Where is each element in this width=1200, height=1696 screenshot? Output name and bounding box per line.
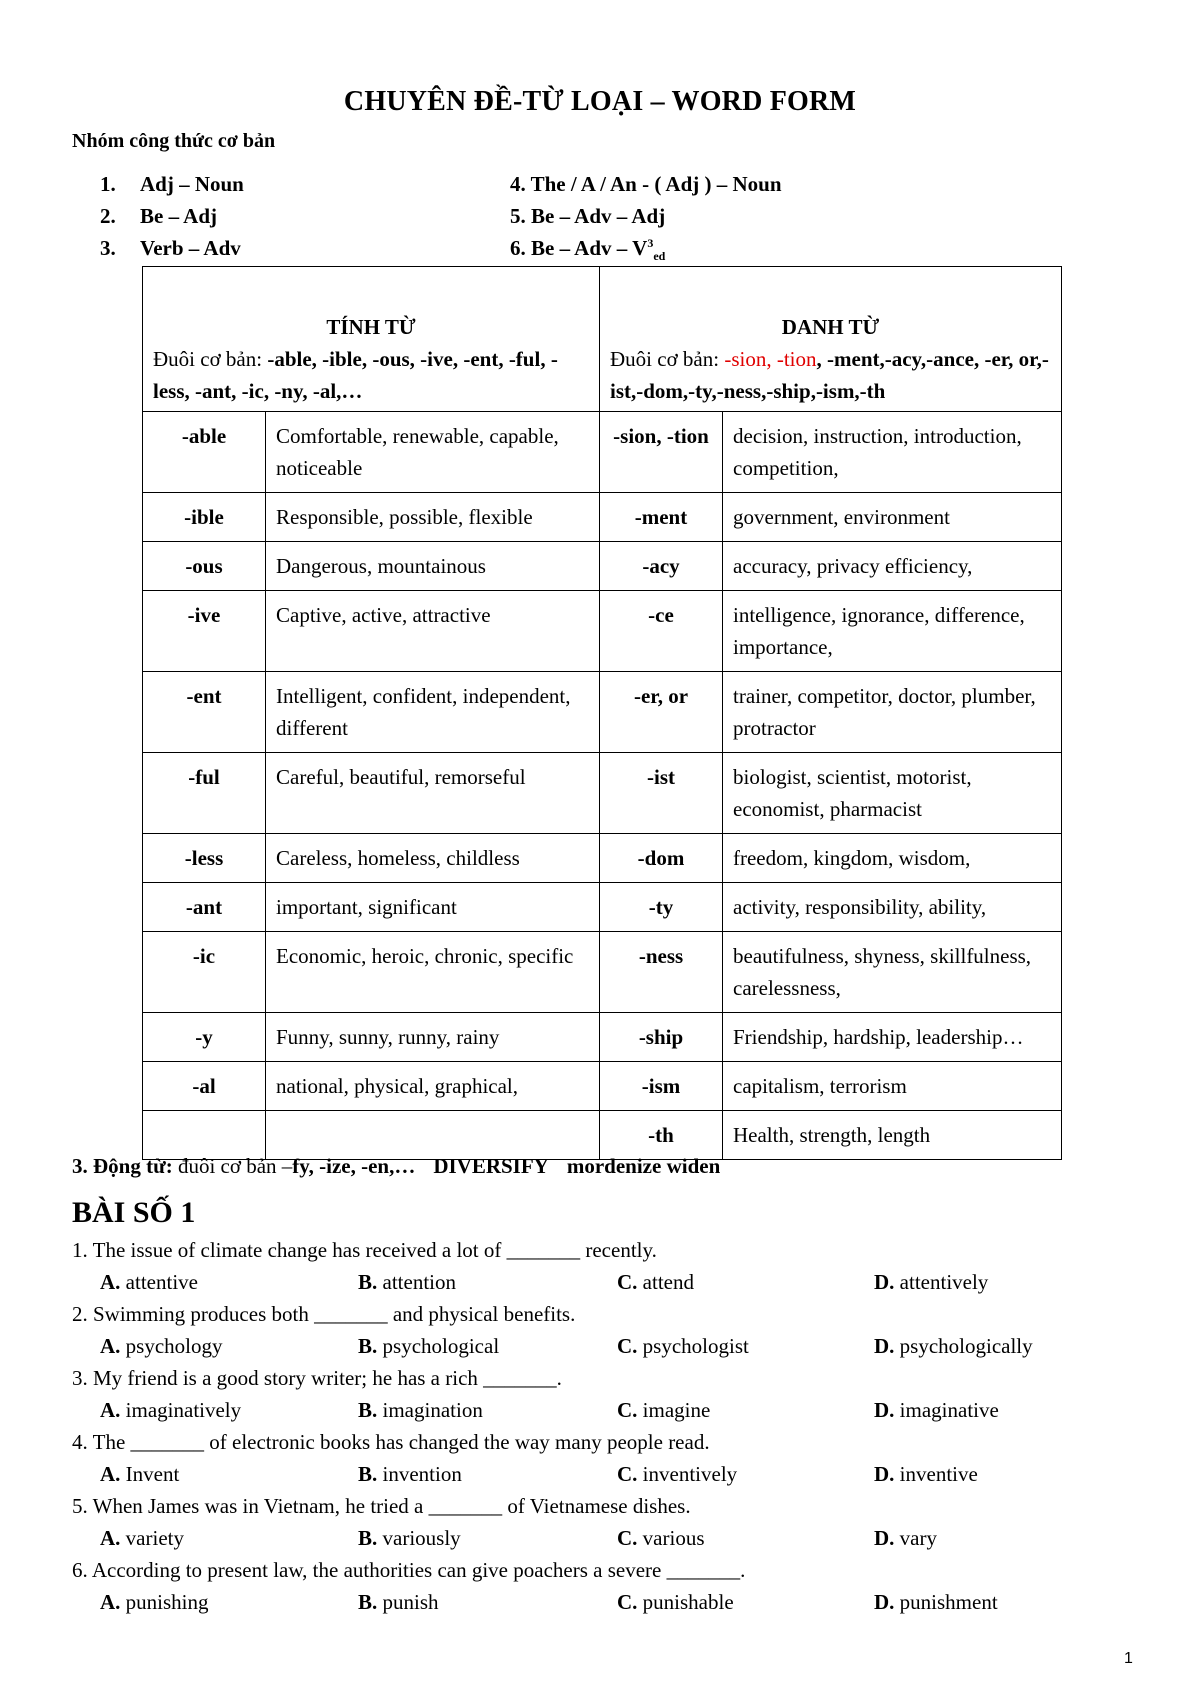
noun-suffix-cell: -er, or	[600, 672, 723, 753]
option-text: imagination	[382, 1398, 483, 1422]
adjective-examples-cell: Responsible, possible, flexible	[266, 493, 600, 542]
answer-option[interactable]	[617, 1398, 710, 1423]
adjective-suffix-cell	[143, 1111, 266, 1160]
option-text: attentively	[899, 1270, 989, 1294]
verb-suffixes: fy, -ize, -en,…	[292, 1154, 416, 1178]
option-letter: D.	[874, 1334, 895, 1358]
option-text: attend	[642, 1270, 694, 1294]
noun-suffix-cell: -ness	[600, 932, 723, 1013]
table-row	[143, 1013, 1062, 1062]
noun-suffix-cell: -ist	[600, 753, 723, 834]
option-letter: B.	[358, 1270, 378, 1294]
answer-option[interactable]	[874, 1398, 999, 1423]
noun-suffix-cell: -th	[600, 1111, 723, 1160]
verb-suffix-line	[72, 1154, 720, 1179]
noun-suffix-cell: -acy	[600, 542, 723, 591]
option-text: psychologically	[899, 1334, 1033, 1358]
formula-text: The / A / An - ( Adj ) – Noun	[530, 172, 782, 196]
table-header-row	[143, 267, 1062, 412]
noun-desc-suffixes: , -ment,-acy,-ance, -er, or,-ist,-dom,-ty,-ness,-ship,-ism,-th	[610, 347, 1049, 403]
formula-item	[100, 172, 244, 197]
answer-option[interactable]	[100, 1270, 198, 1295]
question-text: 5. When James was in Vietnam, he tried a _______ of Vietnamese dishes.	[72, 1494, 691, 1518]
option-letter: D.	[874, 1590, 895, 1614]
adjective-suffix-cell: -ant	[143, 883, 266, 932]
noun-suffix-cell: -ism	[600, 1062, 723, 1111]
table-row	[143, 932, 1062, 1013]
adjective-suffix-cell: -able	[143, 412, 266, 493]
option-text: imaginative	[899, 1398, 999, 1422]
formula-superscript: 3	[647, 236, 654, 250]
table-row	[143, 1062, 1062, 1111]
formula-number: 3.	[100, 236, 116, 260]
adjective-examples-cell: Funny, sunny, runny, rainy	[266, 1013, 600, 1062]
option-text: punishment	[899, 1590, 998, 1614]
table-row	[143, 834, 1062, 883]
formula-subscript: ed	[653, 249, 666, 264]
option-letter: D.	[874, 1462, 895, 1486]
word-form-table	[142, 266, 1062, 1160]
table-row	[143, 883, 1062, 932]
table-row	[143, 672, 1062, 753]
formula-number: 2.	[100, 204, 116, 228]
option-text: Invent	[125, 1462, 180, 1486]
formula-number: 1.	[100, 172, 116, 196]
option-text: inventive	[899, 1462, 978, 1486]
formula-text: Be – Adv – Adj	[531, 204, 666, 228]
formula-item	[510, 204, 665, 229]
adjective-header-desc	[153, 343, 589, 407]
adjective-examples-cell: Careful, beautiful, remorseful	[266, 753, 600, 834]
answer-option[interactable]	[617, 1526, 705, 1551]
option-letter: B.	[358, 1334, 378, 1358]
option-text: punish	[382, 1590, 439, 1614]
answer-option[interactable]	[358, 1334, 499, 1359]
noun-examples-cell: trainer, competitor, doctor, plumber, protractor	[723, 672, 1062, 753]
option-letter: C.	[617, 1462, 638, 1486]
option-text: various	[642, 1526, 705, 1550]
option-letter: B.	[358, 1590, 378, 1614]
option-text: imagine	[642, 1398, 711, 1422]
adjective-examples-cell: Comfortable, renewable, capable, noticeable	[266, 412, 600, 493]
option-text: attention	[382, 1270, 456, 1294]
verb-example-2: mordenize widen	[566, 1154, 721, 1178]
noun-examples-cell: intelligence, ignorance, difference, importance,	[723, 591, 1062, 672]
verb-label: 3. Động từ:	[72, 1154, 173, 1178]
noun-examples-cell: government, environment	[723, 493, 1062, 542]
answer-option[interactable]	[617, 1270, 694, 1295]
answer-option[interactable]	[617, 1462, 737, 1487]
noun-suffix-cell: -dom	[600, 834, 723, 883]
option-text: psychological	[382, 1334, 500, 1358]
formula-number: 6.	[510, 236, 526, 260]
adjective-suffix-cell: -ent	[143, 672, 266, 753]
noun-desc-highlight: -sion, -tion	[724, 347, 817, 371]
answer-option[interactable]	[874, 1526, 937, 1551]
formula-item	[510, 172, 782, 197]
answer-option[interactable]	[100, 1398, 241, 1423]
option-text: psychologist	[642, 1334, 749, 1358]
table-body	[143, 412, 1062, 1160]
verb-example-1: DIVERSIFY	[433, 1154, 549, 1178]
answer-option[interactable]	[874, 1462, 978, 1487]
noun-header-desc	[610, 343, 1051, 407]
adjective-examples-cell: important, significant	[266, 883, 600, 932]
adjective-suffix-cell: -ive	[143, 591, 266, 672]
question-text: 2. Swimming produces both _______ and physical benefits.	[72, 1302, 576, 1326]
table-row	[143, 1111, 1062, 1160]
adjective-examples-cell: Intelligent, confident, independent, different	[266, 672, 600, 753]
noun-examples-cell: beautifulness, shyness, skillfulness, carelessness,	[723, 932, 1062, 1013]
option-letter: A.	[100, 1462, 121, 1486]
answer-option[interactable]	[874, 1590, 998, 1615]
noun-suffix-cell: -sion, -tion	[600, 412, 723, 493]
formula-number: 4.	[510, 172, 526, 196]
adjective-examples-cell: Economic, heroic, chronic, specific	[266, 932, 600, 1013]
answer-option[interactable]	[358, 1398, 483, 1423]
adjective-examples-cell: Captive, active, attractive	[266, 591, 600, 672]
option-text: imaginatively	[125, 1398, 242, 1422]
answer-option[interactable]	[617, 1334, 749, 1359]
option-letter: A.	[100, 1270, 121, 1294]
adjective-suffix-cell: -al	[143, 1062, 266, 1111]
option-letter: C.	[617, 1398, 638, 1422]
answer-option[interactable]	[100, 1590, 209, 1615]
noun-examples-cell: activity, responsibility, ability,	[723, 883, 1062, 932]
exercise-title: BÀI SỐ 1	[72, 1196, 196, 1229]
option-letter: A.	[100, 1334, 121, 1358]
option-letter: B.	[358, 1462, 378, 1486]
verb-desc: đuôi cơ bản –	[172, 1154, 293, 1178]
noun-examples-cell: Health, strength, length	[723, 1111, 1062, 1160]
table-row	[143, 412, 1062, 493]
option-text: attentive	[125, 1270, 198, 1294]
section-subtitle: Nhóm công thức cơ bản	[72, 130, 276, 152]
option-letter: D.	[874, 1270, 895, 1294]
formula-text: Be – Adv – V	[531, 236, 648, 260]
adjective-desc-prefix: Đuôi cơ bản:	[153, 347, 268, 371]
option-text: variety	[125, 1526, 184, 1550]
formula-text: Verb – Adv	[140, 236, 241, 260]
option-letter: D.	[874, 1526, 895, 1550]
option-text: punishable	[642, 1590, 734, 1614]
question-text: 3. My friend is a good story writer; he has a rich _______.	[72, 1366, 562, 1390]
formula-number: 5.	[510, 204, 526, 228]
answer-option[interactable]	[358, 1462, 462, 1487]
answer-option[interactable]	[617, 1590, 734, 1615]
option-text: punishing	[125, 1590, 209, 1614]
noun-examples-cell: biologist, scientist, motorist, economist, pharmacist	[723, 753, 1062, 834]
adjective-examples-cell: Careless, homeless, childless	[266, 834, 600, 883]
option-letter: C.	[617, 1334, 638, 1358]
option-letter: D.	[874, 1398, 895, 1422]
option-letter: A.	[100, 1590, 121, 1614]
noun-header-cell	[600, 267, 1062, 412]
noun-examples-cell: Friendship, hardship, leadership…	[723, 1013, 1062, 1062]
noun-suffix-cell: -ty	[600, 883, 723, 932]
adjective-header-title: TÍNH TỪ	[326, 315, 416, 339]
adjective-suffix-cell: -ible	[143, 493, 266, 542]
option-letter: A.	[100, 1398, 121, 1422]
option-letter: C.	[617, 1270, 638, 1294]
page-title: CHUYÊN ĐỀ-TỪ LOẠI – WORD FORM	[343, 86, 857, 117]
noun-examples-cell: freedom, kingdom, wisdom,	[723, 834, 1062, 883]
table-row	[143, 493, 1062, 542]
answer-option[interactable]	[874, 1270, 988, 1295]
option-letter: A.	[100, 1526, 121, 1550]
page-number: 1	[1124, 1650, 1133, 1667]
answer-option[interactable]	[874, 1334, 1033, 1359]
formula-item	[100, 204, 217, 229]
formula-item	[510, 236, 665, 264]
adjective-header-cell	[143, 267, 600, 412]
option-letter: B.	[358, 1526, 378, 1550]
answer-option[interactable]	[358, 1526, 461, 1551]
noun-suffix-cell: -ment	[600, 493, 723, 542]
adjective-suffix-cell: -ic	[143, 932, 266, 1013]
noun-desc-prefix: Đuôi cơ bản:	[610, 347, 725, 371]
formula-item	[100, 236, 241, 261]
question-text: 1. The issue of climate change has received a lot of _______ recently.	[72, 1238, 657, 1262]
answer-option[interactable]	[358, 1590, 439, 1615]
table-row	[143, 591, 1062, 672]
noun-examples-cell: decision, instruction, introduction, competition,	[723, 412, 1062, 493]
adjective-desc-suffixes: -able, -ible, -ous, -ive, -ent, -ful, -less, -ant, -ic, -ny, -al,…	[153, 347, 558, 403]
table-row	[143, 542, 1062, 591]
adjective-examples-cell	[266, 1111, 600, 1160]
answer-option[interactable]	[100, 1526, 184, 1551]
noun-examples-cell: accuracy, privacy efficiency,	[723, 542, 1062, 591]
noun-suffix-cell: -ce	[600, 591, 723, 672]
answer-option[interactable]	[100, 1462, 179, 1487]
adjective-examples-cell: Dangerous, mountainous	[266, 542, 600, 591]
option-letter: B.	[358, 1398, 378, 1422]
question-text: 4. The _______ of electronic books has changed the way many people read.	[72, 1430, 710, 1454]
option-text: variously	[382, 1526, 461, 1550]
noun-suffix-cell: -ship	[600, 1013, 723, 1062]
adjective-suffix-cell: -ous	[143, 542, 266, 591]
option-text: psychology	[125, 1334, 223, 1358]
noun-examples-cell: capitalism, terrorism	[723, 1062, 1062, 1111]
option-text: invention	[382, 1462, 462, 1486]
answer-option[interactable]	[100, 1334, 223, 1359]
formula-text: Adj – Noun	[140, 172, 244, 196]
table-row	[143, 753, 1062, 834]
option-text: inventively	[642, 1462, 738, 1486]
adjective-suffix-cell: -less	[143, 834, 266, 883]
option-letter: C.	[617, 1590, 638, 1614]
option-letter: C.	[617, 1526, 638, 1550]
noun-header-title: DANH TỪ	[781, 315, 880, 339]
question-text: 6. According to present law, the authorities can give poachers a severe _______.	[72, 1558, 746, 1582]
adjective-suffix-cell: -y	[143, 1013, 266, 1062]
adjective-examples-cell: national, physical, graphical,	[266, 1062, 600, 1111]
adjective-suffix-cell: -ful	[143, 753, 266, 834]
option-text: vary	[899, 1526, 937, 1550]
formula-text: Be – Adj	[140, 204, 218, 228]
answer-option[interactable]	[358, 1270, 456, 1295]
